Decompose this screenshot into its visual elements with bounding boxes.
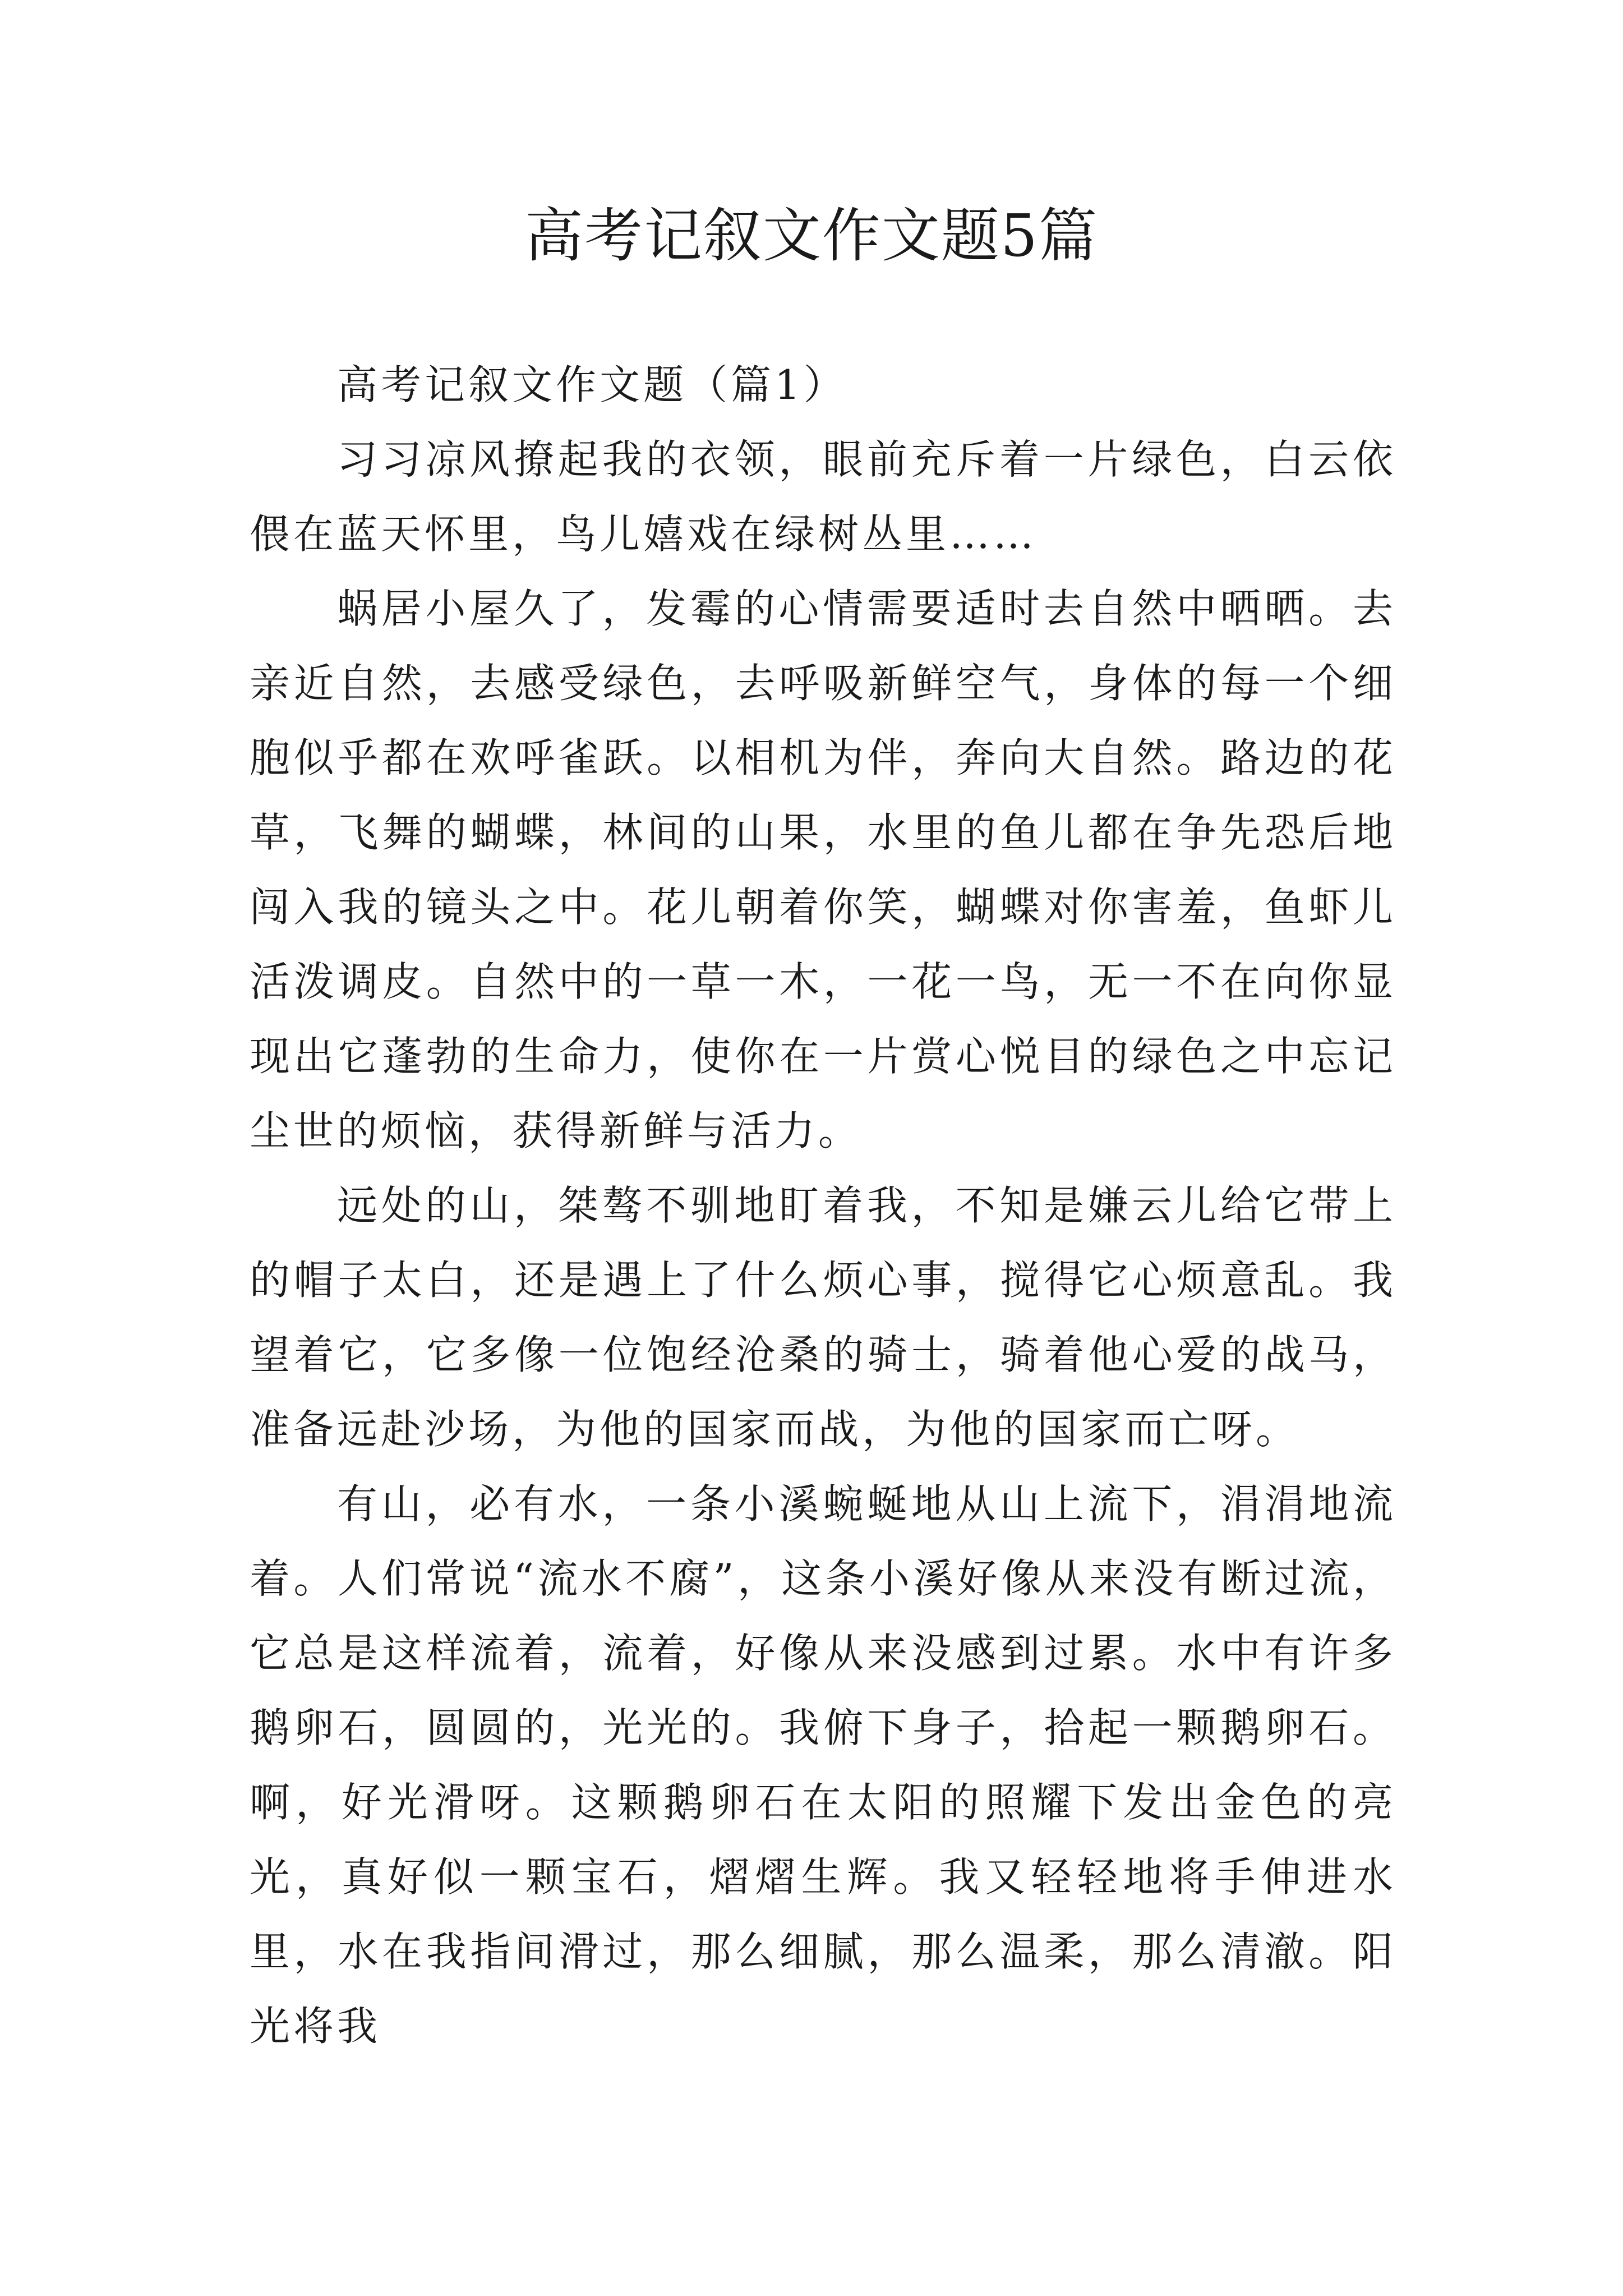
paragraph: 有山，必有水，一条小溪蜿蜒地从山上流下，涓涓地流着。人们常说“流水不腐”，这条小溪好像从来没有断过流，它总是这样流着，流着，好像从来没感到过累。水中有许多鹅卵石，圆圆的，光光的。我俯下身子，拾起一颗鹅卵石。啊，好光滑呀。这颗鹅卵石在太阳的照耀下发出金色的亮光，真好似一颗宝石，熠熠生辉。我又轻轻地将手伸进水里，水在我指间滑过，那么细腻，那么温柔，那么清澈。阳光将我 xyxy=(250,1480,1396,2050)
paragraph: 习习凉风撩起我的衣领，眼前充斥着一片绿色，白云依偎在蓝天怀里，鸟儿嬉戏在绿树丛里…… xyxy=(250,436,1396,558)
paragraph: 蜗居小屋久了，发霉的心情需要适时去自然中晒晒。去亲近自然，去感受绿色，去呼吸新鲜空气，身体的每一个细胞似乎都在欢呼雀跃。以相机为伴，奔向大自然。路边的花草，飞舞的蝴蝶，林间的山果，水里的鱼儿都在争先恐后地闯入我的镜头之中。花儿朝着你笑，蝴蝶对你害羞，鱼虾儿活泼调皮。自然中的一草一木，一花一鸟，无一不在向你显现出它蓬勃的生命力，使你在一片赏心悦目的绿色之中忘记尘世的烦恼，获得新鲜与活力。 xyxy=(250,585,1396,1154)
document-body xyxy=(250,348,1396,2064)
section-heading: 高考记叙文作文题（篇1） xyxy=(337,361,847,408)
document-title: 高考记叙文作文题5篇 xyxy=(524,201,1099,270)
paragraph: 远处的山，桀骜不驯地盯着我，不知是嫌云儿给它带上的帽子太白，还是遇上了什么烦心事，搅得它心烦意乱。我望着它，它多像一位饱经沧桑的骑士，骑着他心爱的战马，准备远赴沙场，为他的国家而战，为他的国家而亡呀。 xyxy=(250,1182,1396,1453)
